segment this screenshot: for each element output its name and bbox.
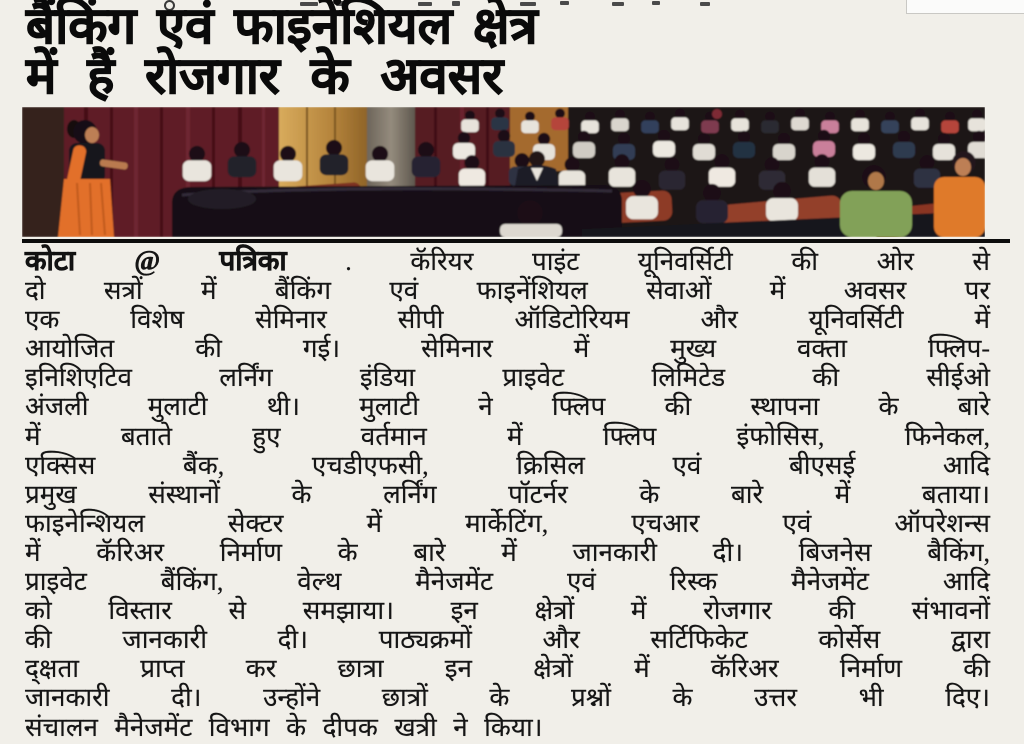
article-headline	[26, 0, 996, 105]
seminar-audience-photo	[22, 107, 985, 237]
article-line: एक विशेष सेमिनार सीपी ऑडिटोरियम और यूनिवर्सिटी में	[25, 305, 990, 335]
article-line: जानकारी दी। उन्होंने छात्रों के प्रश्नों के उत्तर भी दिए।	[25, 683, 990, 713]
article-line: में बताते हुए वर्तमान में फ्लिप इंफोसिस, फिनेकल,	[25, 421, 990, 451]
line-text: कॅरियर पाइंट यूनिवर्सिटी की ओर से	[410, 247, 990, 276]
article-line: प्राइवेट बैंकिंग, वेल्थ मैनेजमेंट एवं रिस्क मैनेजमेंट आदि	[25, 567, 990, 597]
article-line	[25, 247, 990, 276]
dateline-separator: .	[345, 247, 352, 276]
article-photo	[22, 107, 985, 237]
headline-line1: बैंकिंग एवं फाइनेंशियल क्षेत्र	[26, 0, 538, 55]
article-line: द्क्षता प्राप्त कर छात्रा इन क्षेत्रों में कॅरिअर निर्माण की	[25, 654, 990, 684]
divider-rule	[22, 239, 1010, 243]
article-line: आयोजित की गई। सेमिनार में मुख्य वक्ता फ्लिप-	[25, 334, 990, 364]
headline-line2: में हैं रोजगार के अवसर	[26, 49, 504, 105]
article-body	[25, 247, 990, 742]
article-line: फाइनेन्शियल सेक्टर में मार्केटिंग, एचआर एवं ऑपरेशन्स	[25, 508, 990, 538]
article-line: की जानकारी दी। पाठ्यक्रमों और सर्टिफिकेट कोर्सेस द्वारा	[25, 625, 990, 655]
article-line: अंजली मुलाटी थी। मुलाटी ने फ्लिप की स्थापना के बारे	[25, 392, 990, 422]
article-line: दो सत्रों में बैंकिंग एवं फाइनेंशियल सेवाओं में अवसर पर	[25, 276, 990, 306]
article-line: में कॅरिअर निर्माण के बारे में जानकारी दी। बिजनेस बैकिंग,	[25, 537, 990, 567]
article-line: प्रमुख संस्थानों के लर्निंग पॉटर्नर के बारे में बताया।	[25, 479, 990, 509]
article-line: एक्सिस बैंक, एचडीएफसी, क्रिसिल एवं बीएसई आदि	[25, 450, 990, 480]
article-line: संचालन मैनेजमेंट विभाग के दीपक खत्री ने किया।	[25, 712, 543, 742]
article-line: इनिशिएटिव लर्निंग इंडिया प्राइवेट लिमिटेड की सीईओ	[25, 363, 990, 393]
dateline: कोटा @ पत्रिका	[25, 246, 287, 277]
article-line: को विस्तार से समझाया। इन क्षेत्रों में रोजगार की संभावनों	[25, 596, 990, 626]
